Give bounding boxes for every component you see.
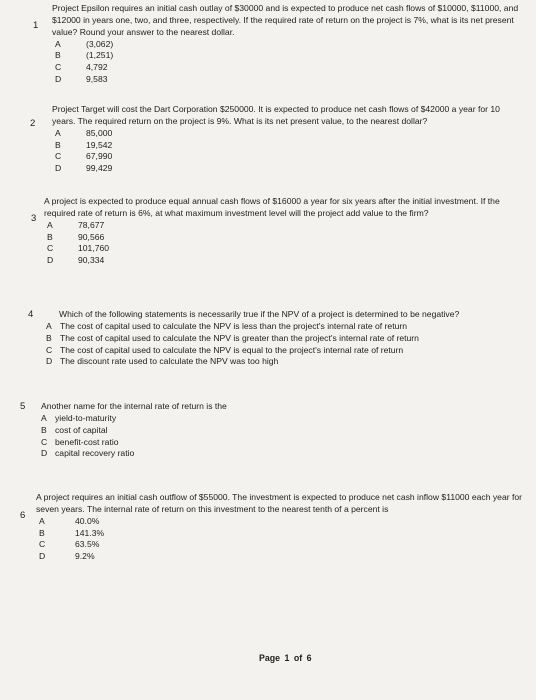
option-text: The cost of capital used to calculate the NPV is equal to the project's internal rate of return — [60, 344, 404, 355]
option-text: The discount rate used to calculate the NPV was too high — [60, 356, 279, 367]
option-text: 101,760 — [78, 243, 110, 254]
question-stem: A project is expected to produce equal annual cash flows of $16000 a year for six years after the initial investment. If the required rate of return is 6%, at what maximum investment level will the project add value to the firm? — [44, 196, 500, 218]
page-indicator — [259, 653, 314, 663]
option-text: 141.3% — [75, 527, 105, 538]
question-number: 6 — [20, 510, 26, 521]
page-total: 6 — [306, 653, 312, 663]
option-c[interactable] — [36, 539, 532, 551]
option-d[interactable] — [52, 74, 532, 86]
option-c[interactable] — [41, 437, 501, 449]
option-letter: D — [41, 448, 48, 459]
option-text: cost of capital — [55, 424, 108, 435]
option-text: 9.2% — [75, 551, 95, 562]
option-letter: A — [39, 515, 45, 526]
question-number: 5 — [20, 401, 26, 412]
option-b[interactable] — [44, 232, 532, 244]
question-6 — [36, 492, 532, 563]
option-text: 4,792 — [86, 62, 108, 73]
option-letter: B — [46, 332, 52, 343]
option-d[interactable] — [44, 255, 532, 267]
option-letter: D — [46, 356, 53, 367]
option-text: 67,990 — [86, 151, 113, 162]
question-number: 2 — [30, 118, 36, 129]
option-letter: B — [39, 527, 45, 538]
option-text: 19,542 — [86, 139, 113, 150]
option-text: yield-to-maturity — [55, 412, 117, 423]
option-letter: C — [46, 344, 53, 355]
option-text: 90,334 — [78, 255, 105, 266]
page-word: Page — [259, 653, 281, 663]
option-letter: A — [47, 219, 53, 230]
option-letter: B — [55, 50, 61, 61]
option-d[interactable] — [41, 448, 501, 460]
option-a[interactable] — [44, 220, 532, 232]
option-letter: D — [55, 163, 62, 174]
question-2 — [52, 104, 532, 175]
option-text: benefit-cost ratio — [55, 436, 119, 447]
option-text: 40.0% — [75, 515, 100, 526]
question-stem: A project requires an initial cash outflow of $55000. The investment is expected to produce net cash inflow $11000 each year for seven years. The internal rate of return on this investment to the nearest tenth of a percent is — [36, 492, 522, 514]
option-c[interactable] — [52, 151, 532, 163]
option-d[interactable] — [46, 356, 532, 368]
question-stem: Which of the following statements is necessarily true if the NPV of a project is determined to be negative? — [59, 309, 460, 319]
option-c[interactable] — [46, 345, 532, 357]
question-stem: Another name for the internal rate of return is the — [41, 401, 227, 411]
option-b[interactable] — [41, 425, 501, 437]
option-letter: B — [47, 231, 53, 242]
option-a[interactable] — [52, 128, 532, 140]
option-d[interactable] — [36, 551, 532, 563]
question-number: 1 — [33, 20, 39, 31]
option-letter: A — [46, 320, 52, 331]
question-1 — [52, 3, 532, 86]
option-letter: A — [55, 38, 61, 49]
option-b[interactable] — [36, 528, 532, 540]
option-a[interactable] — [46, 321, 532, 333]
option-c[interactable] — [52, 62, 532, 74]
option-text: The cost of capital used to calculate the NPV is greater than the project's internal rate of return — [60, 332, 419, 343]
question-4 — [46, 309, 532, 368]
option-letter: C — [39, 539, 46, 550]
option-text: 9,583 — [86, 74, 108, 85]
option-text: (3,062) — [86, 38, 114, 49]
of-word: of — [293, 653, 303, 663]
option-letter: C — [55, 151, 62, 162]
option-letter: D — [47, 255, 54, 266]
option-text: 78,677 — [78, 219, 105, 230]
question-stem: Project Epsilon requires an initial cash outlay of $30000 and is expected to produce net cash flows of $10000, $11000, and $12000 in years one, two, and three, respectively. If the required rate of return on the project is 7%, what is its net present value? Round your answer to the nearest dollar. — [52, 3, 519, 37]
option-letter: D — [39, 551, 46, 562]
option-a[interactable] — [41, 413, 501, 425]
option-letter: B — [55, 139, 61, 150]
question-3 — [44, 196, 532, 267]
option-text: 63.5% — [75, 539, 100, 550]
option-text: 90,566 — [78, 231, 105, 242]
option-b[interactable] — [52, 140, 532, 152]
option-letter: A — [41, 412, 47, 423]
question-stem: Project Target will cost the Dart Corporation $250000. It is expected to produce net cash flows of $42000 a year for 10 years. The required return on the project is 9%. What is its net present value, to the nearest dollar? — [52, 104, 500, 126]
option-text: capital recovery ratio — [55, 448, 135, 459]
option-c[interactable] — [44, 243, 532, 255]
option-letter: B — [41, 424, 47, 435]
option-text: 85,000 — [86, 127, 113, 138]
page-current: 1 — [284, 653, 290, 663]
option-letter: C — [55, 62, 62, 73]
option-a[interactable] — [52, 39, 532, 51]
option-letter: A — [55, 127, 61, 138]
option-text: (1,251) — [86, 50, 114, 61]
question-5 — [41, 401, 501, 460]
option-b[interactable] — [52, 50, 532, 62]
option-a[interactable] — [36, 516, 532, 528]
option-letter: D — [55, 74, 62, 85]
question-number: 3 — [31, 213, 37, 224]
option-text: The cost of capital used to calculate the NPV is less than the project's internal rate of return — [60, 320, 408, 331]
option-text: 99,429 — [86, 163, 113, 174]
option-letter: C — [41, 436, 48, 447]
option-b[interactable] — [46, 333, 532, 345]
question-number: 4 — [28, 309, 34, 320]
option-d[interactable] — [52, 163, 532, 175]
option-letter: C — [47, 243, 54, 254]
